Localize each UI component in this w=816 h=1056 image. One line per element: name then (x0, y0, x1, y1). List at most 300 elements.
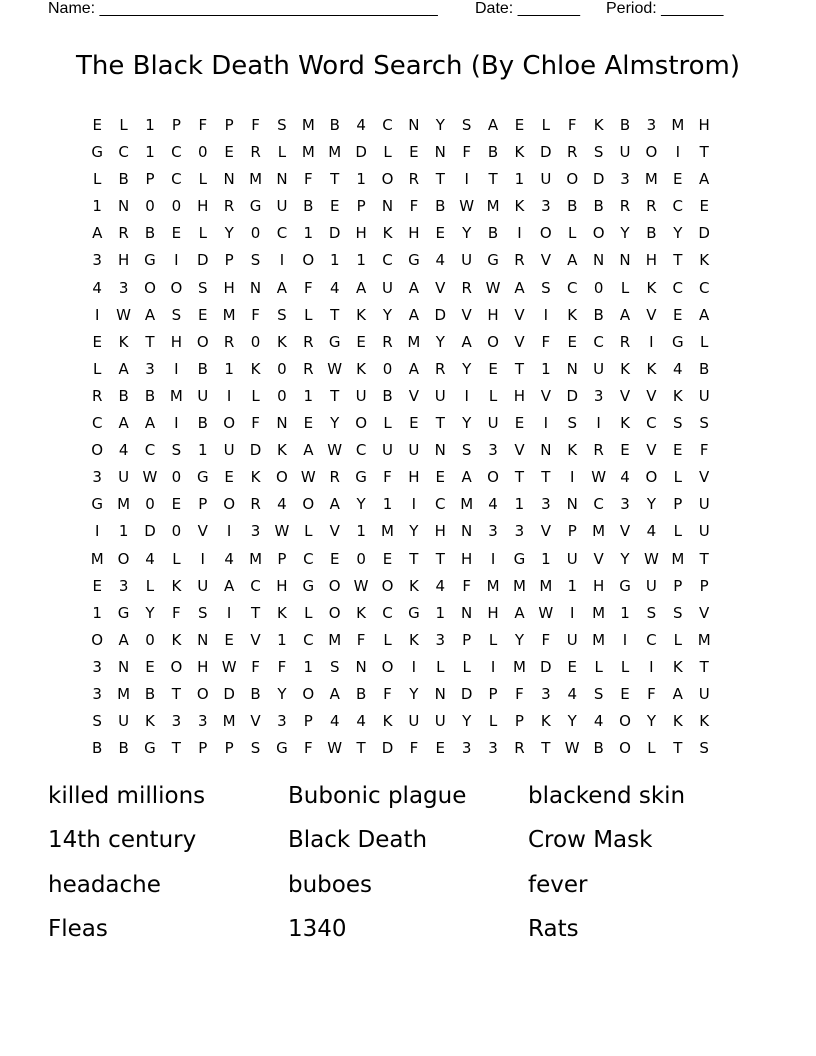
grid-letter[interactable]: 1 (382, 495, 393, 514)
grid-letter[interactable]: O (117, 549, 130, 568)
grid-letter[interactable]: G (144, 739, 156, 758)
grid-letter[interactable]: U (698, 386, 710, 405)
grid-letter[interactable]: U (408, 441, 420, 460)
grid-letter[interactable]: E (567, 332, 577, 351)
grid-letter[interactable]: I (543, 414, 549, 433)
grid-letter[interactable]: U (461, 251, 473, 270)
grid-letter[interactable]: D (355, 143, 367, 162)
grid-letter[interactable]: 4 (620, 468, 630, 487)
grid-letter[interactable]: O (223, 495, 236, 514)
grid-letter[interactable]: R (514, 739, 525, 758)
grid-letter[interactable]: M (249, 549, 263, 568)
grid-letter[interactable]: 3 (593, 386, 604, 405)
grid-letter[interactable]: T (699, 143, 709, 162)
grid-letter[interactable]: B (92, 739, 103, 758)
grid-letter[interactable]: L (277, 143, 287, 162)
grid-letter[interactable]: D (328, 224, 341, 243)
grid-letter[interactable]: E (382, 549, 393, 568)
grid-letter[interactable]: E (435, 468, 446, 487)
grid-letter[interactable]: D (540, 143, 552, 162)
grid-letter[interactable]: K (672, 657, 683, 676)
grid-letter[interactable]: U (223, 441, 235, 460)
grid-letter[interactable]: U (118, 468, 130, 487)
grid-letter[interactable]: V (461, 305, 472, 324)
grid-letter[interactable]: Y (145, 603, 155, 622)
grid-letter[interactable]: V (619, 386, 631, 405)
grid-letter[interactable]: 1 (356, 170, 366, 189)
grid-letter[interactable]: T (330, 386, 340, 405)
grid-letter[interactable]: R (382, 332, 393, 351)
grid-letter[interactable]: U (698, 522, 710, 541)
grid-letter[interactable]: 3 (277, 712, 287, 731)
grid-letter[interactable]: I (675, 143, 680, 162)
grid-letter[interactable]: T (514, 359, 525, 378)
grid-letter[interactable]: C (91, 414, 103, 433)
grid-letter[interactable]: 4 (435, 251, 446, 270)
grid-letter[interactable]: 0 (171, 468, 182, 487)
grid-letter[interactable]: T (330, 170, 340, 189)
grid-letter[interactable]: D (698, 224, 710, 243)
grid-letter[interactable]: 1 (197, 441, 208, 460)
grid-letter[interactable]: T (409, 549, 419, 568)
grid-letter[interactable]: T (488, 170, 498, 189)
date-field[interactable]: Date: _______ (475, 0, 580, 17)
grid-letter[interactable]: G (355, 468, 367, 487)
grid-letter[interactable]: O (645, 143, 658, 162)
grid-letter[interactable]: F (251, 305, 260, 324)
grid-letter[interactable]: I (570, 603, 575, 622)
grid-letter[interactable]: F (409, 197, 419, 216)
grid-letter[interactable]: K (620, 359, 630, 378)
grid-letter[interactable]: R (619, 332, 631, 351)
grid-letter[interactable]: E (673, 305, 683, 324)
grid-letter[interactable]: C (698, 278, 710, 297)
grid-letter[interactable]: N (249, 278, 262, 297)
grid-letter[interactable]: P (303, 712, 313, 731)
grid-letter[interactable]: I (622, 630, 628, 649)
grid-letter[interactable]: C (303, 549, 314, 568)
grid-letter[interactable]: 3 (488, 441, 498, 460)
grid-letter[interactable]: E (514, 116, 525, 134)
grid-letter[interactable]: S (197, 603, 208, 622)
grid-letter[interactable]: Y (567, 712, 577, 731)
grid-letter[interactable]: O (487, 468, 499, 487)
grid-letter[interactable]: W (300, 468, 316, 487)
grid-letter[interactable]: I (411, 495, 417, 514)
grid-letter[interactable]: L (119, 116, 128, 134)
grid-letter[interactable]: T (541, 468, 551, 487)
grid-letter[interactable]: E (92, 576, 102, 595)
grid-letter[interactable]: O (196, 684, 209, 703)
grid-letter[interactable]: N (355, 657, 367, 676)
grid-letter[interactable]: G (91, 495, 103, 514)
grid-letter[interactable]: O (91, 441, 104, 460)
grid-letter[interactable]: F (304, 170, 313, 189)
grid-letter[interactable]: H (698, 116, 710, 134)
grid-letter[interactable]: G (619, 576, 631, 595)
grid-letter[interactable]: D (249, 441, 262, 460)
grid-letter[interactable]: A (567, 251, 578, 270)
grid-letter[interactable]: P (224, 251, 234, 270)
grid-letter[interactable]: 4 (118, 441, 129, 460)
grid-letter[interactable]: S (593, 684, 604, 703)
grid-letter[interactable]: P (171, 116, 181, 134)
grid-letter[interactable]: O (302, 684, 315, 703)
grid-letter[interactable]: U (434, 386, 446, 405)
grid-letter[interactable]: T (356, 739, 366, 758)
grid-letter[interactable]: T (145, 332, 155, 351)
grid-letter[interactable]: M (460, 495, 474, 514)
grid-letter[interactable]: E (303, 414, 314, 433)
grid-letter[interactable]: F (541, 630, 551, 649)
grid-letter[interactable]: I (543, 305, 549, 324)
grid-letter[interactable]: S (646, 603, 657, 622)
grid-letter[interactable]: 1 (303, 386, 314, 405)
grid-letter[interactable]: C (250, 576, 261, 595)
grid-letter[interactable]: Y (462, 359, 472, 378)
grid-letter[interactable]: N (223, 170, 235, 189)
grid-letter[interactable]: U (276, 197, 288, 216)
grid-letter[interactable]: C (566, 278, 578, 297)
grid-letter[interactable]: M (697, 630, 711, 649)
grid-letter[interactable]: R (223, 197, 235, 216)
grid-letter[interactable]: 3 (92, 468, 102, 487)
grid-letter[interactable]: S (673, 414, 683, 433)
grid-letter[interactable]: G (671, 332, 684, 351)
grid-letter[interactable]: G (328, 332, 341, 351)
grid-letter[interactable]: R (408, 170, 420, 189)
grid-letter[interactable]: N (540, 441, 552, 460)
grid-letter[interactable]: N (197, 630, 209, 649)
grid-letter[interactable]: 0 (145, 495, 155, 514)
grid-letter[interactable]: O (144, 278, 156, 297)
grid-letter[interactable]: L (251, 386, 260, 405)
grid-letter[interactable]: R (303, 332, 314, 351)
grid-letter[interactable]: E (620, 684, 630, 703)
grid-letter[interactable]: R (646, 197, 657, 216)
grid-letter[interactable]: E (356, 332, 366, 351)
grid-letter[interactable]: 1 (356, 522, 366, 541)
grid-letter[interactable]: A (408, 359, 420, 378)
grid-letter[interactable]: W (221, 657, 237, 676)
grid-letter[interactable]: K (540, 712, 551, 731)
grid-letter[interactable]: B (382, 386, 393, 405)
grid-letter[interactable]: Y (356, 495, 366, 514)
grid-letter[interactable]: P (567, 522, 577, 541)
grid-letter[interactable]: V (250, 712, 261, 731)
grid-letter[interactable]: B (197, 414, 208, 433)
grid-letter[interactable]: 3 (541, 197, 551, 216)
grid-letter[interactable]: E (92, 332, 102, 351)
grid-letter[interactable]: Y (409, 522, 419, 541)
grid-letter[interactable]: V (250, 630, 261, 649)
grid-letter[interactable]: 0 (250, 332, 261, 351)
grid-letter[interactable]: W (142, 468, 158, 487)
grid-letter[interactable]: G (408, 251, 420, 270)
grid-letter[interactable]: L (620, 278, 630, 297)
grid-letter[interactable]: 1 (277, 630, 287, 649)
grid-letter[interactable]: E (488, 359, 498, 378)
grid-letter[interactable]: I (174, 251, 179, 270)
grid-letter[interactable]: I (226, 603, 232, 622)
grid-letter[interactable]: Y (435, 332, 445, 351)
grid-letter[interactable]: M (407, 332, 421, 351)
grid-letter[interactable]: W (327, 359, 343, 378)
grid-letter[interactable]: 3 (197, 712, 208, 731)
grid-letter[interactable]: O (592, 224, 605, 243)
grid-letter[interactable]: F (699, 441, 709, 460)
grid-letter[interactable]: F (251, 116, 260, 134)
grid-letter[interactable]: M (222, 305, 236, 324)
grid-letter[interactable]: H (434, 522, 446, 541)
grid-letter[interactable]: 0 (171, 197, 182, 216)
grid-letter[interactable]: C (144, 441, 156, 460)
grid-letter[interactable]: C (593, 495, 604, 514)
grid-letter[interactable]: V (646, 386, 657, 405)
grid-letter[interactable]: B (118, 170, 129, 189)
grid-letter[interactable]: K (408, 630, 419, 649)
grid-letter[interactable]: 4 (646, 522, 657, 541)
grid-letter[interactable]: Y (620, 549, 630, 568)
grid-letter[interactable]: G (408, 603, 420, 622)
grid-letter[interactable]: 0 (145, 630, 155, 649)
grid-letter[interactable]: P (198, 739, 208, 758)
grid-letter[interactable]: I (570, 468, 575, 487)
grid-letter[interactable]: 3 (541, 495, 551, 514)
grid-letter[interactable]: F (251, 414, 260, 433)
grid-letter[interactable]: D (460, 684, 473, 703)
grid-letter[interactable]: E (699, 197, 709, 216)
grid-letter[interactable]: F (647, 684, 656, 703)
grid-letter[interactable]: R (567, 143, 578, 162)
grid-letter[interactable]: 3 (118, 278, 129, 297)
grid-letter[interactable]: G (487, 251, 499, 270)
grid-letter[interactable]: B (567, 197, 578, 216)
grid-letter[interactable]: D (196, 251, 209, 270)
grid-letter[interactable]: V (540, 386, 551, 405)
grid-letter[interactable]: K (277, 332, 287, 351)
grid-letter[interactable]: V (540, 522, 551, 541)
grid-letter[interactable]: G (117, 603, 130, 622)
grid-letter[interactable]: K (356, 305, 367, 324)
grid-letter[interactable]: B (593, 305, 604, 324)
grid-letter[interactable]: L (198, 224, 207, 243)
grid-letter[interactable]: T (673, 251, 683, 270)
grid-letter[interactable]: M (512, 657, 526, 676)
grid-letter[interactable]: Y (462, 414, 472, 433)
grid-letter[interactable]: V (435, 278, 446, 297)
grid-letter[interactable]: M (592, 522, 606, 541)
grid-letter[interactable]: S (461, 441, 472, 460)
grid-letter[interactable]: 1 (224, 359, 234, 378)
grid-letter[interactable]: T (541, 739, 551, 758)
grid-letter[interactable]: T (330, 305, 340, 324)
grid-letter[interactable]: M (117, 684, 131, 703)
grid-letter[interactable]: A (699, 170, 710, 189)
grid-letter[interactable]: A (118, 359, 129, 378)
grid-letter[interactable]: C (382, 116, 393, 134)
grid-letter[interactable]: F (515, 684, 524, 703)
grid-letter[interactable]: P (277, 549, 287, 568)
grid-letter[interactable]: O (566, 170, 579, 189)
grid-letter[interactable]: C (435, 495, 446, 514)
grid-letter[interactable]: W (327, 441, 343, 460)
grid-letter[interactable]: E (620, 441, 630, 460)
grid-letter[interactable]: O (328, 576, 341, 595)
grid-letter[interactable]: T (435, 414, 445, 433)
grid-letter[interactable]: 3 (514, 522, 525, 541)
grid-letter[interactable]: L (488, 386, 498, 405)
grid-letter[interactable]: M (117, 495, 131, 514)
grid-letter[interactable]: T (699, 549, 709, 568)
grid-letter[interactable]: H (461, 549, 473, 568)
grid-letter[interactable]: H (197, 197, 209, 216)
grid-letter[interactable]: A (514, 278, 525, 297)
grid-letter[interactable]: N (619, 251, 631, 270)
grid-letter[interactable]: H (487, 305, 499, 324)
grid-letter[interactable]: C (593, 332, 604, 351)
grid-letter[interactable]: B (329, 116, 340, 134)
grid-letter[interactable]: P (699, 576, 709, 595)
grid-letter[interactable]: S (92, 712, 102, 731)
grid-letter[interactable]: B (593, 739, 604, 758)
grid-letter[interactable]: L (673, 468, 682, 487)
grid-letter[interactable]: O (170, 278, 183, 297)
grid-letter[interactable]: 4 (145, 549, 155, 568)
grid-letter[interactable]: F (304, 278, 313, 297)
grid-letter[interactable]: S (329, 657, 340, 676)
grid-letter[interactable]: 1 (620, 603, 630, 622)
grid-letter[interactable]: L (541, 116, 551, 134)
grid-letter[interactable]: O (302, 495, 315, 514)
grid-letter[interactable]: K (277, 603, 287, 622)
grid-letter[interactable]: M (644, 170, 658, 189)
grid-letter[interactable]: S (250, 251, 261, 270)
grid-letter[interactable]: 3 (488, 522, 498, 541)
grid-letter[interactable]: 1 (541, 359, 551, 378)
grid-letter[interactable]: H (197, 657, 209, 676)
grid-letter[interactable]: A (461, 332, 472, 351)
grid-letter[interactable]: L (172, 549, 181, 568)
grid-letter[interactable]: U (434, 712, 446, 731)
grid-letter[interactable]: U (382, 278, 393, 297)
grid-letter[interactable]: O (276, 468, 288, 487)
grid-letter[interactable]: S (699, 414, 709, 433)
grid-letter[interactable]: N (408, 116, 420, 134)
grid-letter[interactable]: O (381, 657, 394, 676)
grid-letter[interactable]: T (435, 170, 445, 189)
grid-letter[interactable]: L (700, 332, 709, 351)
grid-letter[interactable]: 4 (277, 495, 287, 514)
grid-letter[interactable]: K (382, 224, 393, 243)
grid-letter[interactable]: S (699, 739, 709, 758)
grid-letter[interactable]: R (619, 197, 631, 216)
grid-letter[interactable]: K (672, 386, 683, 405)
grid-letter[interactable]: F (172, 603, 181, 622)
grid-letter[interactable]: C (672, 197, 684, 216)
grid-letter[interactable]: E (224, 468, 234, 487)
grid-letter[interactable]: O (381, 170, 394, 189)
grid-letter[interactable]: 3 (92, 684, 102, 703)
grid-letter[interactable]: E (224, 630, 234, 649)
grid-letter[interactable]: M (486, 576, 500, 595)
grid-letter[interactable]: T (171, 684, 181, 703)
grid-letter[interactable]: U (197, 576, 209, 595)
grid-letter[interactable]: A (699, 305, 710, 324)
grid-letter[interactable]: W (643, 549, 659, 568)
grid-letter[interactable]: M (328, 143, 342, 162)
grid-letter[interactable]: 0 (277, 359, 287, 378)
grid-letter[interactable]: L (594, 657, 603, 676)
grid-letter[interactable]: O (487, 332, 499, 351)
grid-letter[interactable]: 1 (145, 116, 155, 134)
grid-letter[interactable]: 0 (145, 197, 155, 216)
grid-letter[interactable]: M (539, 576, 553, 595)
grid-letter[interactable]: H (408, 468, 420, 487)
grid-letter[interactable]: A (224, 576, 235, 595)
grid-letter[interactable]: S (593, 143, 604, 162)
grid-letter[interactable]: O (196, 332, 209, 351)
grid-letter[interactable]: B (487, 143, 499, 162)
grid-letter[interactable]: 4 (673, 359, 683, 378)
grid-letter[interactable]: E (673, 170, 683, 189)
grid-letter[interactable]: I (174, 414, 179, 433)
grid-letter[interactable]: L (93, 170, 102, 189)
grid-letter[interactable]: N (276, 170, 288, 189)
grid-letter[interactable]: O (170, 657, 183, 676)
grid-letter[interactable]: K (382, 712, 393, 731)
grid-letter[interactable]: I (596, 414, 601, 433)
grid-letter[interactable]: O (619, 712, 631, 731)
grid-letter[interactable]: H (117, 251, 130, 270)
grid-letter[interactable]: M (301, 116, 315, 134)
grid-letter[interactable]: 1 (92, 197, 102, 216)
grid-letter[interactable]: C (118, 143, 129, 162)
grid-letter[interactable]: S (461, 116, 472, 134)
grid-letter[interactable]: B (435, 197, 446, 216)
grid-letter[interactable]: C (646, 414, 657, 433)
grid-letter[interactable]: R (514, 251, 525, 270)
grid-letter[interactable]: M (592, 630, 606, 649)
grid-letter[interactable]: K (250, 359, 261, 378)
grid-letter[interactable]: H (276, 576, 288, 595)
grid-letter[interactable]: E (514, 414, 525, 433)
grid-letter[interactable]: L (304, 522, 313, 541)
grid-letter[interactable]: 0 (171, 522, 182, 541)
grid-letter[interactable]: I (490, 549, 496, 568)
grid-letter[interactable]: 4 (356, 712, 366, 731)
grid-letter[interactable]: P (198, 495, 208, 514)
grid-letter[interactable]: S (277, 305, 287, 324)
grid-letter[interactable]: C (355, 441, 367, 460)
grid-letter[interactable]: W (538, 603, 554, 622)
grid-letter[interactable]: F (251, 657, 260, 676)
grid-letter[interactable]: I (490, 657, 496, 676)
grid-letter[interactable]: G (302, 576, 315, 595)
grid-letter[interactable]: 4 (224, 549, 234, 568)
grid-letter[interactable]: L (647, 739, 656, 758)
grid-letter[interactable]: B (250, 684, 261, 703)
grid-letter[interactable]: R (91, 386, 103, 405)
grid-letter[interactable]: B (144, 386, 156, 405)
grid-letter[interactable]: A (144, 414, 156, 433)
grid-letter[interactable]: Y (646, 495, 656, 514)
grid-letter[interactable]: L (436, 657, 445, 676)
name-field[interactable]: Name: ______________________________________ (48, 0, 438, 17)
grid-letter[interactable]: M (222, 712, 236, 731)
grid-letter[interactable]: V (408, 386, 420, 405)
grid-letter[interactable]: E (224, 143, 234, 162)
